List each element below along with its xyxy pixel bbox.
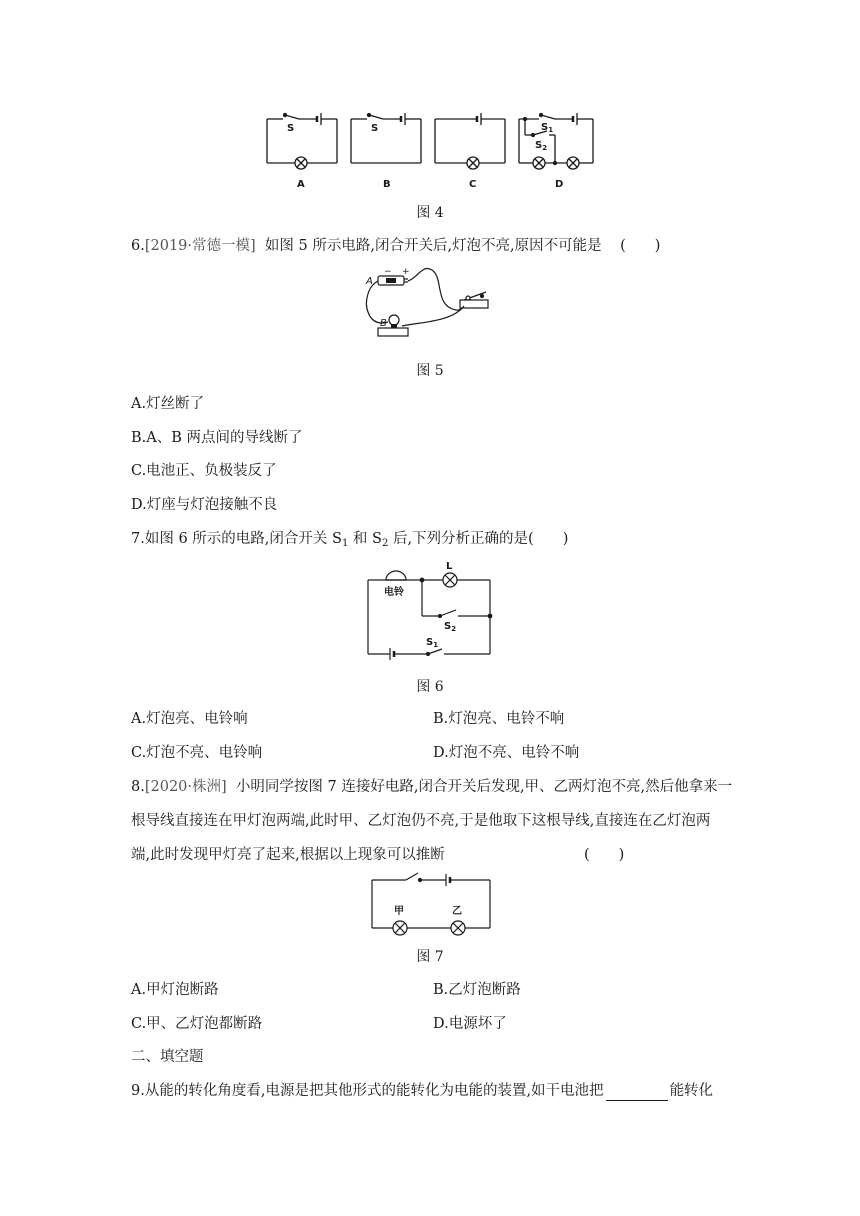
switch-s2-label: $S_2$ xyxy=(535,140,548,152)
lamp-jia-label: 甲 xyxy=(394,906,404,917)
figure-7-caption: 图 7 xyxy=(416,949,444,965)
question-8-line-2: 根导线直接连在甲灯泡两端,此时甲、乙灯泡仍不亮,于是他取下这根导线,直接连在乙灯泡两 xyxy=(131,813,711,829)
question-7-stem: 7.如图 6 所示的电路,闭合开关 $S_1$ 和 $S_2$ 后,下列分析正确的是( ) xyxy=(131,531,569,549)
bell-icon xyxy=(386,571,406,580)
question-6-option-d: D.灯座与灯泡接触不良 xyxy=(131,497,278,513)
bell-label: 电铃 xyxy=(384,587,404,598)
bulb-holder-icon xyxy=(378,328,408,336)
circuit-label-d: D xyxy=(555,179,564,190)
question-8-option-d: D.电源坏了 xyxy=(433,1016,507,1032)
point-b-label: B xyxy=(380,318,387,329)
switch-s1-label: $S_1$ xyxy=(426,637,439,649)
circuit-label-c: C xyxy=(469,179,477,190)
question-6-option-b: B.A、B 两点间的导线断了 xyxy=(131,430,303,446)
switch-s1-label: $S_1$ xyxy=(541,122,554,134)
lamp-label: L xyxy=(446,561,453,572)
circuit-label-b: B xyxy=(383,179,391,190)
figure-4-circuits xyxy=(255,105,605,195)
figure-6-caption: 图 6 xyxy=(416,679,444,695)
question-9-stem: 9.从能的转化角度看,电源是把其他形式的能转化为电能的装置,如干电池把 能转化 xyxy=(131,1083,714,1099)
battery-plus-label: + xyxy=(402,267,410,277)
bulb-icon xyxy=(389,315,399,325)
question-6-option-c: C.电池正、负极装反了 xyxy=(131,463,277,479)
question-7-option-a: A.灯泡亮、电铃响 xyxy=(131,711,248,727)
section-heading: 二、填空题 xyxy=(131,1049,204,1065)
figure-6-circuit xyxy=(360,558,500,664)
question-8-source-tag: [2020·株洲] xyxy=(144,779,227,795)
figure-5-caption: 图 5 xyxy=(416,363,444,379)
circuit-c xyxy=(435,113,505,169)
switch-icon xyxy=(460,300,488,308)
circuit-a xyxy=(267,113,337,169)
answer-parentheses: ( ) xyxy=(584,847,625,863)
question-8-option-a: A.甲灯泡断路 xyxy=(131,982,219,998)
question-6-source-tag: [2019·常德一模] xyxy=(144,238,256,254)
circuit-b xyxy=(351,113,421,163)
switch-s2-label: $S_2$ xyxy=(444,621,457,633)
figure-4-caption: 图 4 xyxy=(416,205,444,221)
question-8-option-c: C.甲、乙灯泡都断路 xyxy=(131,1016,263,1032)
question-8-line-1: 8.[2020·株洲] 小明同学按图 7 连接好电路,闭合开关后发现,甲、乙两灯泡不亮,然后他拿来一 xyxy=(131,779,733,795)
fill-in-blank[interactable] xyxy=(606,1084,668,1101)
switch-label: S xyxy=(287,123,295,134)
question-8-option-b: B.乙灯泡断路 xyxy=(433,982,521,998)
lamp-yi-label: 乙 xyxy=(452,906,462,917)
question-7-option-b: B.灯泡亮、电铃不响 xyxy=(433,711,565,727)
circuit-d xyxy=(519,113,593,169)
question-6-stem: 6.[2019·常德一模] 如图 5 所示电路,闭合开关后,灯泡不亮,原因不可能是 ( ) xyxy=(131,238,661,254)
point-a-label: A xyxy=(366,276,373,287)
figure-7-circuit xyxy=(362,868,498,940)
switch-label: S xyxy=(371,123,379,134)
question-7-option-d: D.灯泡不亮、电铃不响 xyxy=(433,745,580,761)
answer-parentheses: ( ) xyxy=(620,238,661,254)
question-6-option-a: A.灯丝断了 xyxy=(131,396,205,412)
question-8-line-3: 端,此时发现甲灯亮了起来,根据以上现象可以推断 xyxy=(131,847,445,863)
figure-5-physical-circuit xyxy=(360,266,500,348)
battery-minus-label: − xyxy=(384,267,392,277)
circuit-label-a: A xyxy=(297,179,305,190)
question-7-option-c: C.灯泡不亮、电铃响 xyxy=(131,745,263,761)
